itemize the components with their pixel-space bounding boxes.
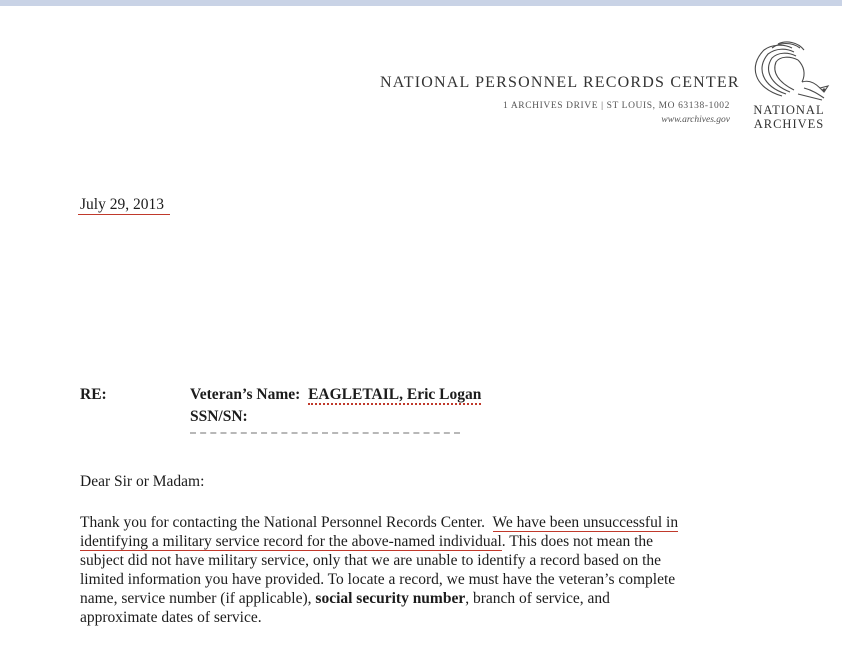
ssn-redaction — [190, 432, 460, 434]
ssn-label: SSN/SN: — [190, 408, 248, 425]
body-line-1-underlined: We have been unsuccessful in — [492, 514, 679, 531]
salutation: Dear Sir or Madam: — [80, 473, 205, 490]
body-line-1 — [80, 513, 820, 532]
body-line-5-text-a: name, service number (if applicable), — [80, 590, 316, 607]
top-accent-bar — [0, 0, 842, 6]
body-line-2-text: . This does not mean the — [501, 533, 654, 550]
letter-date: July 29, 2013 — [78, 196, 170, 215]
organization-name: NATIONAL PERSONNEL RECORDS CENTER — [380, 74, 740, 91]
body-line-6: approximate dates of service. — [80, 609, 262, 626]
logo-wordmark — [736, 103, 842, 131]
national-archives-logo — [736, 40, 842, 140]
logo-line-archives: ARCHIVES — [753, 117, 825, 131]
body-line-1-text: Thank you for contacting the National Personnel Records Center. — [80, 514, 486, 531]
body-line-5-text-c: , branch of service, and — [465, 590, 610, 607]
body-paragraph — [80, 513, 820, 627]
logo-line-national: NATIONAL — [753, 103, 825, 117]
veteran-name-value: EAGLETAIL, Eric Logan — [308, 386, 482, 403]
body-line-2 — [80, 532, 820, 551]
organization-address: 1 ARCHIVES DRIVE | ST LOUIS, MO 63138-1002 — [503, 101, 730, 111]
re-label: RE: — [80, 386, 107, 403]
body-line-3: subject did not have military service, only that we are unable to identify a record based on the — [80, 552, 662, 569]
veteran-name-label: Veteran’s Name: — [190, 386, 301, 403]
body-line-5-bold: social security number — [315, 590, 466, 607]
national-archives-eagle-icon — [742, 40, 836, 102]
body-line-4: limited information you have provided. To locate a record, we must have the veteran’s complete — [80, 571, 676, 588]
organization-website: www.archives.gov — [661, 115, 730, 125]
veteran-name-line — [190, 386, 481, 404]
body-line-5 — [80, 589, 820, 608]
letterhead — [380, 74, 740, 125]
body-line-2-underlined: identifying a military service record for the above-named individual — [80, 533, 502, 550]
